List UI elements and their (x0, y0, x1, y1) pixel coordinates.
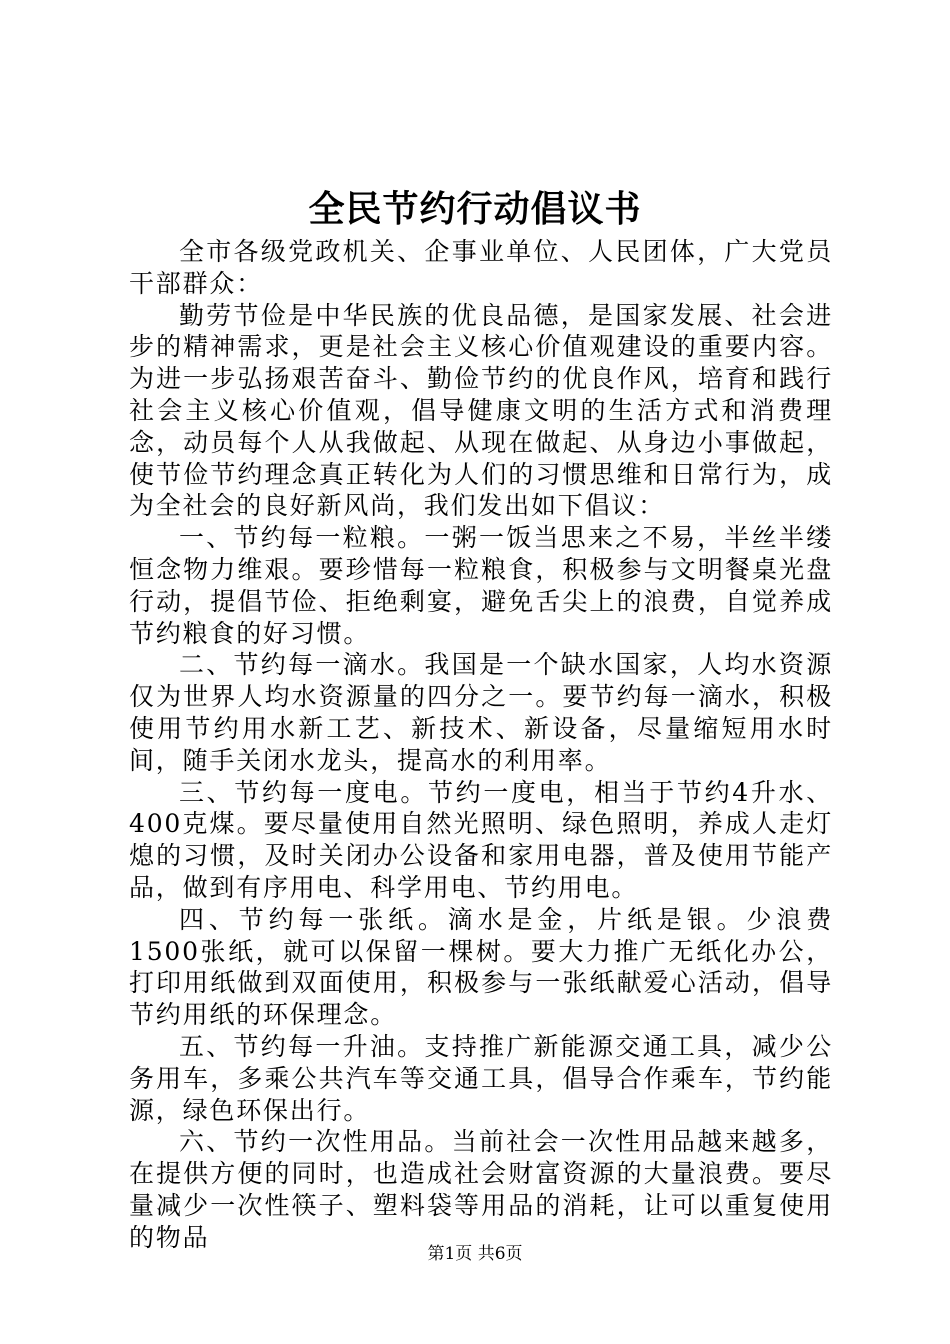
paragraph-water: 二、节约每一滴水。我国是一个缺水国家，人均水资源仅为世界人均水资源量的四分之一。要节约每一滴水，积极使用节约用水新工艺、新技术、新设备，尽量缩短用水时间，随手关闭水龙头，提高水的利用率。 (129, 650, 833, 775)
paragraph-intro: 勤劳节俭是中华民族的优良品德，是国家发展、社会进步的精神需求，更是社会主义核心价值观建设的重要内容。为进一步弘扬艰苦奋斗、勤俭节约的优良作风，培育和践行社会主义核心价值观，倡导健康文明的生活方式和消费理念，动员每个人从我做起、从现在做起、从身边小事做起，使节俭节约理念真正转化为人们的习惯思维和日常行为，成为全社会的良好新风尚，我们发出如下倡议： (129, 300, 833, 521)
document-body (129, 236, 833, 1254)
paragraph-oil: 五、节约每一升油。支持推广新能源交通工具，减少公务用车，多乘公共汽车等交通工具，倡导合作乘车，节约能源，绿色环保出行。 (129, 1031, 833, 1125)
paragraph-disposables: 六、节约一次性用品。当前社会一次性用品越来越多，在提供方便的同时，也造成社会财富资源的大量浪费。要尽量减少一次性筷子、塑料袋等用品的消耗，让可以重复使用的物品 (129, 1127, 833, 1252)
page-number-footer: 第1页 共6页 (427, 1244, 523, 1264)
paragraph-grain: 一、节约每一粒粮。一粥一饭当思来之不易，半丝半缕恒念物力维艰。要珍惜每一粒粮食，积极参与文明餐桌光盘行动，提倡节俭、拒绝剩宴，避免舌尖上的浪费，自觉养成节约粮食的好习惯。 (129, 523, 833, 648)
salutation: 全市各级党政机关、企事业单位、人民团体，广大党员干部群众： (129, 237, 833, 298)
paragraph-paper: 四、节约每一张纸。滴水是金，片纸是银。少浪费1500张纸，就可以保留一棵树。要大力推广无纸化办公，打印用纸做到双面使用，积极参与一张纸献爱心活动，倡导节约用纸的环保理念。 (129, 904, 833, 1030)
paragraph-electricity: 三、节约每一度电。节约一度电，相当于节约4升水、400克煤。要尽量使用自然光照明、绿色照明，养成人走灯熄的习惯，及时关闭办公设备和家用电器，普及使用节能产品，做到有序用电、科学用电、节约用电。 (129, 777, 833, 902)
document-title: 全民节约行动倡议书 (308, 188, 642, 230)
